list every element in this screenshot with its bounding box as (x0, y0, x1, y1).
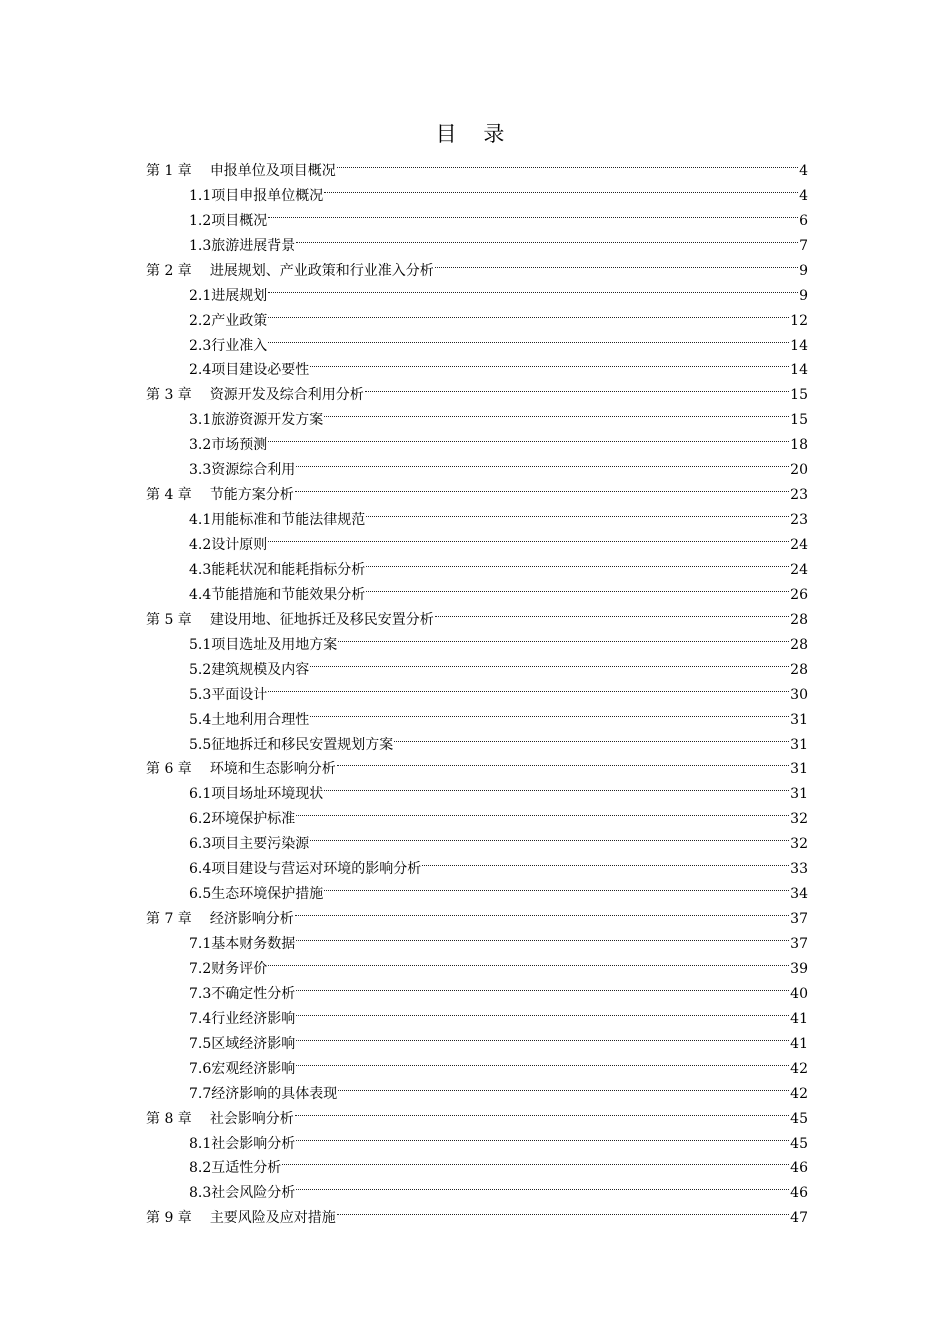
toc-dot-leader (296, 1172, 789, 1197)
toc-page-number: 23 (790, 512, 808, 529)
toc-dot-leader (296, 973, 789, 998)
toc-entry-number: 4.2 (189, 537, 212, 553)
toc-entry-number: 4.1 (189, 512, 212, 529)
toc-page-number: 47 (790, 1210, 808, 1227)
toc-entry-label: 社会风险分析 (211, 1185, 296, 1202)
toc-entry-label: 互适性分析 (211, 1160, 282, 1177)
toc-dot-leader (296, 1023, 789, 1048)
toc-page-number: 24 (790, 537, 808, 553)
toc-dot-leader (324, 399, 789, 424)
toc-entry-label: 项目申报单位概况 (211, 187, 324, 204)
toc-dot-leader (337, 1197, 789, 1222)
toc-entry-number: 7.4 (189, 1010, 212, 1027)
toc-entry-number: 7.6 (189, 1060, 212, 1077)
toc-page-number: 42 (790, 1085, 808, 1102)
toc-page-number: 33 (790, 861, 808, 878)
toc-dot-leader (296, 225, 798, 250)
toc-page-number: 31 (790, 761, 808, 778)
toc-page-number: 6 (799, 212, 808, 229)
toc-entry-label: 财务评价 (211, 960, 268, 977)
toc-entry-number: 1.3 (189, 237, 212, 254)
toc-entry-number: 第 5 章 (146, 611, 192, 628)
toc-entry-number: 5.4 (189, 711, 212, 728)
toc-entry-label: 区域经济影响 (211, 1035, 296, 1052)
toc-dot-leader (268, 200, 798, 225)
toc-page-number: 45 (790, 1135, 808, 1152)
toc-entry-number: 7.7 (189, 1085, 212, 1102)
toc-entry-number: 5.2 (189, 661, 212, 678)
toc-entry-label: 项目场址环境现状 (211, 786, 324, 803)
toc-entry-label: 平面设计 (211, 686, 268, 703)
toc-dot-leader (435, 250, 798, 275)
toc-entry-label: 社会影响分析 (211, 1135, 296, 1152)
toc-dot-leader (324, 873, 789, 898)
toc-page-number: 4 (799, 187, 808, 204)
toc-entry-label: 旅游资源开发方案 (211, 412, 324, 429)
toc-entry-number: 3.2 (189, 437, 212, 454)
toc-entry-number: 第 1 章 (146, 162, 192, 179)
toc-entry-label: 进展规划 (211, 287, 268, 304)
toc-entry-number: 2.2 (189, 312, 212, 329)
toc-entry-number: 4.4 (189, 586, 212, 603)
toc-dot-leader (268, 300, 789, 325)
toc-dot-leader (366, 549, 789, 574)
toc-entry-label: 申报单位及项目概况 (209, 162, 336, 179)
toc-page-number: 24 (790, 561, 808, 578)
toc-page-number: 30 (790, 686, 808, 703)
toc-page-number: 41 (790, 1035, 808, 1052)
toc-page-number: 9 (799, 287, 808, 304)
toc-page-number: 46 (790, 1160, 808, 1177)
table-of-contents (146, 150, 808, 1227)
toc-page-number: 42 (790, 1060, 808, 1077)
toc-entry-number: 第 2 章 (146, 262, 192, 279)
toc-entry-number: 7.2 (189, 960, 212, 977)
toc-dot-leader (337, 150, 798, 175)
toc-entry-number: 7.1 (189, 936, 212, 952)
toc-page-number: 12 (790, 312, 808, 329)
toc-dot-leader (268, 424, 789, 449)
toc-entry-label: 资源综合利用 (211, 462, 296, 479)
toc-entry-number: 5.3 (189, 686, 212, 703)
toc-chapter-entry[interactable] (146, 150, 808, 179)
toc-page-number: 31 (790, 786, 808, 803)
toc-dot-leader (310, 699, 789, 724)
toc-page-number: 14 (790, 362, 808, 379)
toc-dot-leader (282, 1148, 789, 1173)
toc-entry-number: 第 7 章 (146, 911, 192, 928)
toc-dot-leader (295, 898, 789, 923)
toc-page-number: 31 (790, 711, 808, 728)
toc-page-number: 7 (799, 237, 808, 254)
toc-entry-label: 项目建设必要性 (211, 362, 310, 379)
toc-entry-number: 第 9 章 (146, 1210, 192, 1227)
toc-dot-leader (435, 599, 789, 624)
toc-entry-label: 市场预测 (211, 437, 268, 454)
toc-entry-label: 用能标准和节能法律规范 (211, 512, 366, 529)
toc-entry-number: 3.1 (189, 412, 212, 429)
toc-entry-number: 2.3 (189, 337, 212, 354)
toc-entry-label: 设计原则 (211, 537, 268, 553)
toc-dot-leader (394, 724, 789, 749)
toc-entry-label: 主要风险及应对措施 (209, 1210, 336, 1227)
toc-entry-number: 6.1 (189, 786, 212, 803)
toc-page-number: 14 (790, 337, 808, 354)
toc-entry-label: 生态环境保护措施 (211, 886, 324, 903)
toc-page-number: 46 (790, 1185, 808, 1202)
toc-dot-leader (296, 449, 789, 474)
toc-entry-number: 第 3 章 (146, 387, 192, 404)
toc-page-number: 28 (790, 636, 808, 653)
toc-dot-leader (324, 773, 789, 798)
toc-page-number: 4 (799, 162, 808, 179)
toc-entry-number: 8.1 (189, 1135, 212, 1152)
toc-entry-number: 6.2 (189, 811, 212, 828)
toc-page-number: 15 (790, 412, 808, 429)
toc-entry-label: 土地利用合理性 (211, 711, 310, 728)
toc-entry-label: 建筑规模及内容 (211, 661, 310, 678)
toc-entry-label: 经济影响的具体表现 (211, 1085, 338, 1102)
toc-dot-leader (268, 948, 789, 973)
toc-page-number: 18 (790, 437, 808, 454)
toc-dot-leader (268, 524, 789, 549)
toc-entry-label: 旅游进展背景 (211, 237, 296, 254)
toc-dot-leader (310, 350, 789, 375)
toc-entry-label: 产业政策 (211, 312, 268, 329)
toc-page-number: 37 (790, 911, 808, 928)
toc-entry-number: 1.1 (189, 187, 212, 204)
toc-entry-number: 3.3 (189, 462, 212, 479)
toc-entry-label: 行业准入 (211, 337, 268, 354)
toc-dot-leader (310, 823, 789, 848)
toc-entry-label: 经济影响分析 (209, 911, 294, 928)
toc-entry-number: 8.3 (189, 1185, 212, 1202)
toc-dot-leader (310, 649, 789, 674)
toc-entry-label: 进展规划、产业政策和行业准入分析 (209, 262, 434, 279)
toc-page-number: 31 (790, 736, 808, 753)
toc-entry-number: 5.1 (189, 636, 212, 653)
toc-page-number: 32 (790, 836, 808, 853)
toc-entry-label: 征地拆迁和移民安置规划方案 (211, 736, 394, 753)
toc-dot-leader (366, 574, 789, 599)
toc-dot-leader (295, 1098, 789, 1123)
toc-dot-leader (268, 275, 798, 300)
toc-entry-number: 1.2 (189, 212, 212, 229)
toc-entry-number: 第 8 章 (146, 1110, 192, 1127)
toc-dot-leader (295, 474, 789, 499)
toc-entry-label: 基本财务数据 (211, 936, 296, 952)
toc-entry-label: 节能措施和节能效果分析 (211, 586, 366, 603)
toc-dot-leader (296, 923, 789, 948)
toc-dot-leader (296, 1123, 789, 1148)
toc-page-number: 26 (790, 586, 808, 603)
toc-page-number: 39 (790, 960, 808, 977)
toc-entry-number: 5.5 (189, 736, 212, 753)
toc-dot-leader (338, 1073, 789, 1098)
toc-dot-leader (337, 749, 789, 774)
toc-entry-label: 环境保护标准 (211, 811, 296, 828)
toc-dot-leader (296, 798, 789, 823)
toc-entry-number: 第 4 章 (146, 487, 192, 504)
toc-dot-leader (296, 1048, 789, 1073)
toc-page-number: 9 (799, 262, 808, 279)
toc-title: 目 录 (435, 122, 515, 146)
toc-entry-number: 6.5 (189, 886, 212, 903)
toc-entry-label: 环境和生态影响分析 (209, 761, 336, 778)
toc-entry-label: 宏观经济影响 (211, 1060, 296, 1077)
toc-page-number: 28 (790, 611, 808, 628)
toc-dot-leader (268, 674, 789, 699)
toc-entry-label: 能耗状况和能耗指标分析 (211, 561, 366, 578)
toc-dot-leader (338, 624, 789, 649)
toc-dot-leader (365, 374, 789, 399)
toc-entry-number: 第 6 章 (146, 761, 192, 778)
toc-entry-label: 项目选址及用地方案 (211, 636, 338, 653)
toc-dot-leader (366, 499, 789, 524)
toc-entry-number: 8.2 (189, 1160, 212, 1177)
toc-entry-number: 2.1 (189, 287, 212, 304)
toc-page-number: 40 (790, 985, 808, 1002)
toc-entry-number: 7.5 (189, 1035, 212, 1052)
toc-page-number: 34 (790, 886, 808, 903)
toc-entry-label: 项目概况 (211, 212, 268, 229)
toc-entry-label: 资源开发及综合利用分析 (209, 387, 364, 404)
toc-page-number: 23 (790, 487, 808, 504)
toc-page-number: 37 (790, 936, 808, 952)
toc-entry-number: 2.4 (189, 362, 212, 379)
toc-entry-label: 不确定性分析 (211, 985, 296, 1002)
toc-page-number: 28 (790, 661, 808, 678)
toc-entry-label: 项目主要污染源 (211, 836, 310, 853)
toc-dot-leader (324, 175, 798, 200)
toc-page-number: 15 (790, 387, 808, 404)
toc-page-number: 32 (790, 811, 808, 828)
toc-dot-leader (268, 325, 789, 350)
toc-entry-label: 社会影响分析 (209, 1110, 294, 1127)
toc-entry-number: 6.3 (189, 836, 212, 853)
toc-entry-number: 7.3 (189, 985, 212, 1002)
toc-page-number: 41 (790, 1010, 808, 1027)
toc-entry-label: 建设用地、征地拆迁及移民安置分析 (209, 611, 434, 628)
toc-dot-leader (296, 998, 789, 1023)
toc-page-number: 20 (790, 462, 808, 479)
toc-entry-number: 4.3 (189, 561, 212, 578)
toc-entry-label: 行业经济影响 (211, 1010, 296, 1027)
toc-dot-leader (422, 848, 789, 873)
toc-entry-number: 6.4 (189, 861, 212, 878)
toc-page-number: 45 (790, 1110, 808, 1127)
toc-entry-label: 节能方案分析 (209, 487, 294, 504)
toc-entry-label: 项目建设与营运对环境的影响分析 (211, 861, 422, 878)
